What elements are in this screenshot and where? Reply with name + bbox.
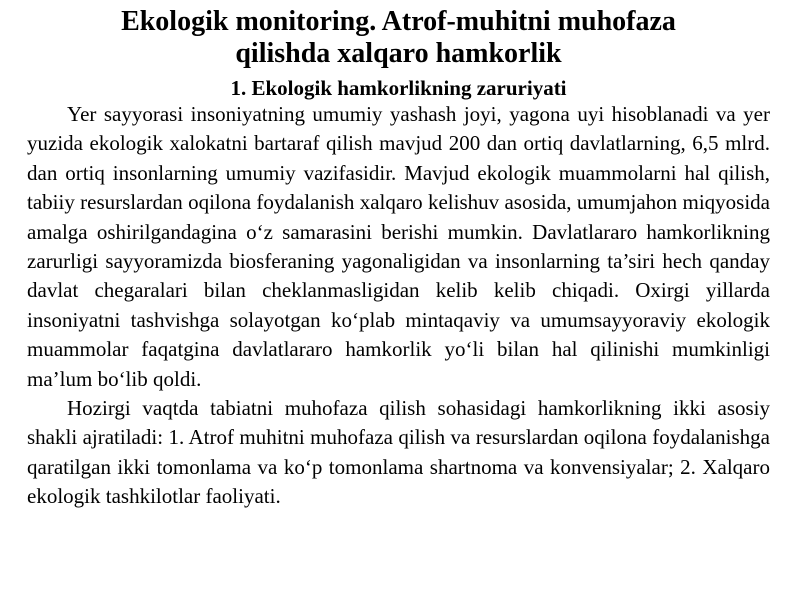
section-heading: 1. Ekologik hamkorlikning zaruriyati — [230, 76, 567, 100]
title-line-1: Ekologik monitoring. Atrof-muhitni muhofaza — [121, 6, 676, 37]
title-line-2: qilishda xalqaro hamkorlik — [235, 38, 562, 69]
paragraph-1: Yer sayyorasi insoniyatning umumiy yashash joyi, yagona uyi hisoblanadi va yer yuzida ekologik xalokatni bartaraf qilish mavjud 200 dan ortiq davlatlarning, 6,5 mlrd. dan ortiq insonlarning umumiy vazifasidir. Mavjud ekologik muammolarni hal qilish, tabiiy resurslardan oqilona foydalanish xalqaro kelishuv asosida, umumjahon miqyosida amalga oshirilgandagina o‘z samarasini berishi mumkin. Davlatlararo hamkorlikning zarurligi sayyoramizda biosferaning yagonaligidan va insonlarning ta’siri hech qanday davlat chegaralari bilan cheklanmasligidan kelib kelib chiqadi. Oxirgi yillarda insoniyatni tashvishga solayotgan ko‘plab mintaqaviy va umumsayyoraviy ekologik muammolar faqatgina davlatlararo hamkorlik yo‘li bilan hal qilinishi mumkinligi ma’lum bo‘lib qoldi. — [27, 102, 770, 391]
paragraph-2: Hozirgi vaqtda tabiatni muhofaza qilish sohasidagi hamkorlikning ikki asosiy shakli ajratiladi: 1. Atrof muhitni muhofaza qilish va resurslardan oqilona foydalanishga qaratilgan ikki tomonlama va ko‘p tomonlama shartnoma va konvensiyalar; 2. Xalqaro ekologik tashkilotlar faoliyati. — [27, 396, 770, 509]
document-title — [27, 6, 770, 70]
